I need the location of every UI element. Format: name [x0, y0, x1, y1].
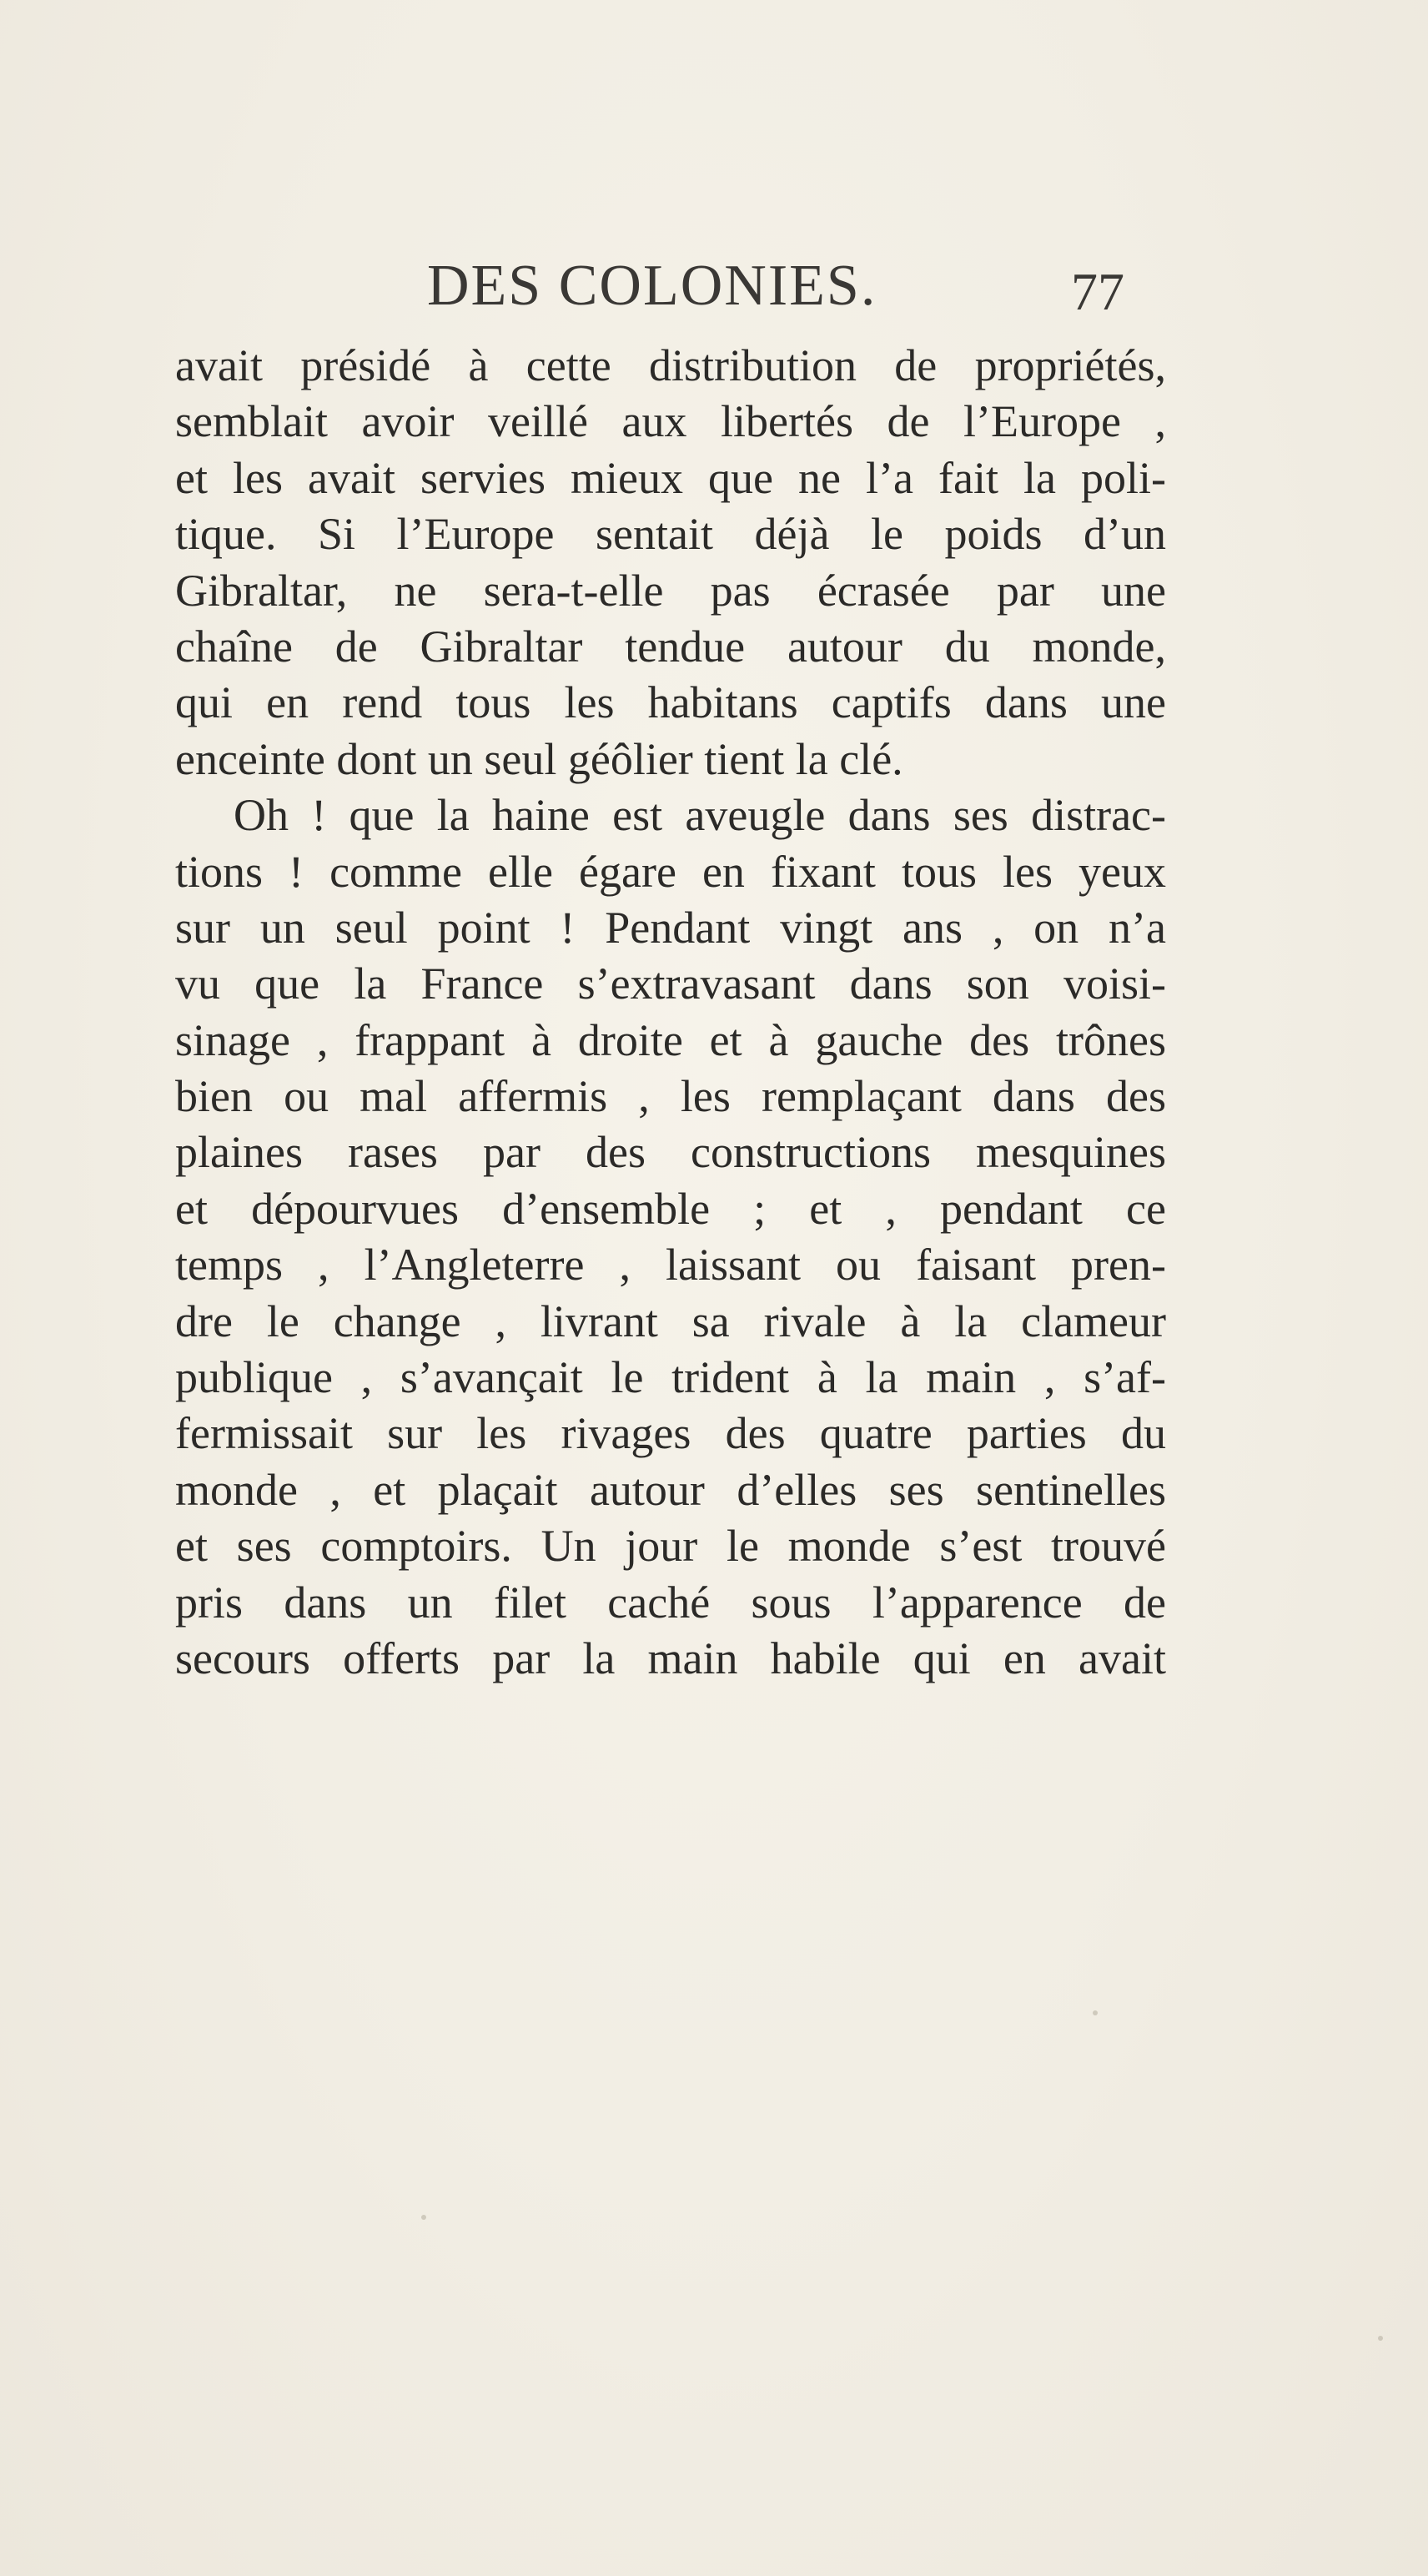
- text-line: et dépourvues d’ensemble ; et , pendant ce: [175, 1183, 1166, 1234]
- text-line: Gibraltar, ne sera-t-elle pas écrasée par une: [175, 565, 1166, 616]
- text-line: bien ou mal affermis , les remplaçant dans des: [175, 1071, 1166, 1122]
- text-line: Oh ! que la haine est aveugle dans ses distrac-: [234, 790, 1166, 841]
- text-line: semblait avoir veillé aux libertés de l’Europe ,: [175, 396, 1166, 447]
- text-line: secours offerts par la main habile qui en avait: [175, 1633, 1166, 1683]
- text-line: fermissait sur les rivages des quatre parties du: [175, 1408, 1166, 1459]
- paper-speck: [1378, 2336, 1383, 2341]
- text-line: enceinte dont un seul géôlier tient la clé.: [175, 733, 903, 784]
- text-line: chaîne de Gibraltar tendue autour du monde,: [175, 621, 1166, 672]
- paper-speck: [1093, 2010, 1098, 2015]
- text-line: tique. Si l’Europe sentait déjà le poids d’un: [175, 509, 1166, 560]
- text-line: vu que la France s’extravasant dans son voisi-: [175, 958, 1166, 1009]
- text-line: temps , l’Angleterre , laissant ou faisant pren-: [175, 1240, 1166, 1291]
- text-line: dre le change , livrant sa rivale à la clameur: [175, 1296, 1166, 1346]
- page-number: 77: [1071, 262, 1124, 321]
- text-line: tions ! comme elle égare en fixant tous les yeux: [175, 846, 1166, 897]
- text-line: sur un seul point ! Pendant vingt ans , on n’a: [175, 902, 1166, 953]
- paper-speck: [421, 2215, 426, 2220]
- body-text: [175, 338, 1166, 1687]
- text-line: et ses comptoirs. Un jour le monde s’est trouvé: [175, 1521, 1166, 1572]
- text-line: sinage , frappant à droite et à gauche des trônes: [175, 1014, 1166, 1065]
- text-line: monde , et plaçait autour d’elles ses sentinelles: [175, 1464, 1166, 1515]
- running-head: DES COLONIES.: [427, 254, 877, 318]
- text-line: plaines rases par des constructions mesquines: [175, 1127, 1166, 1178]
- text-line: pris dans un filet caché sous l’apparence de: [175, 1577, 1166, 1628]
- text-line: qui en rend tous les habitans captifs dans une: [175, 677, 1166, 728]
- text-line: et les avait servies mieux que ne l’a fait la poli-: [175, 452, 1166, 503]
- text-line: publique , s’avançait le trident à la main , s’af-: [175, 1352, 1166, 1403]
- text-line: avait présidé à cette distribution de propriétés,: [175, 340, 1166, 390]
